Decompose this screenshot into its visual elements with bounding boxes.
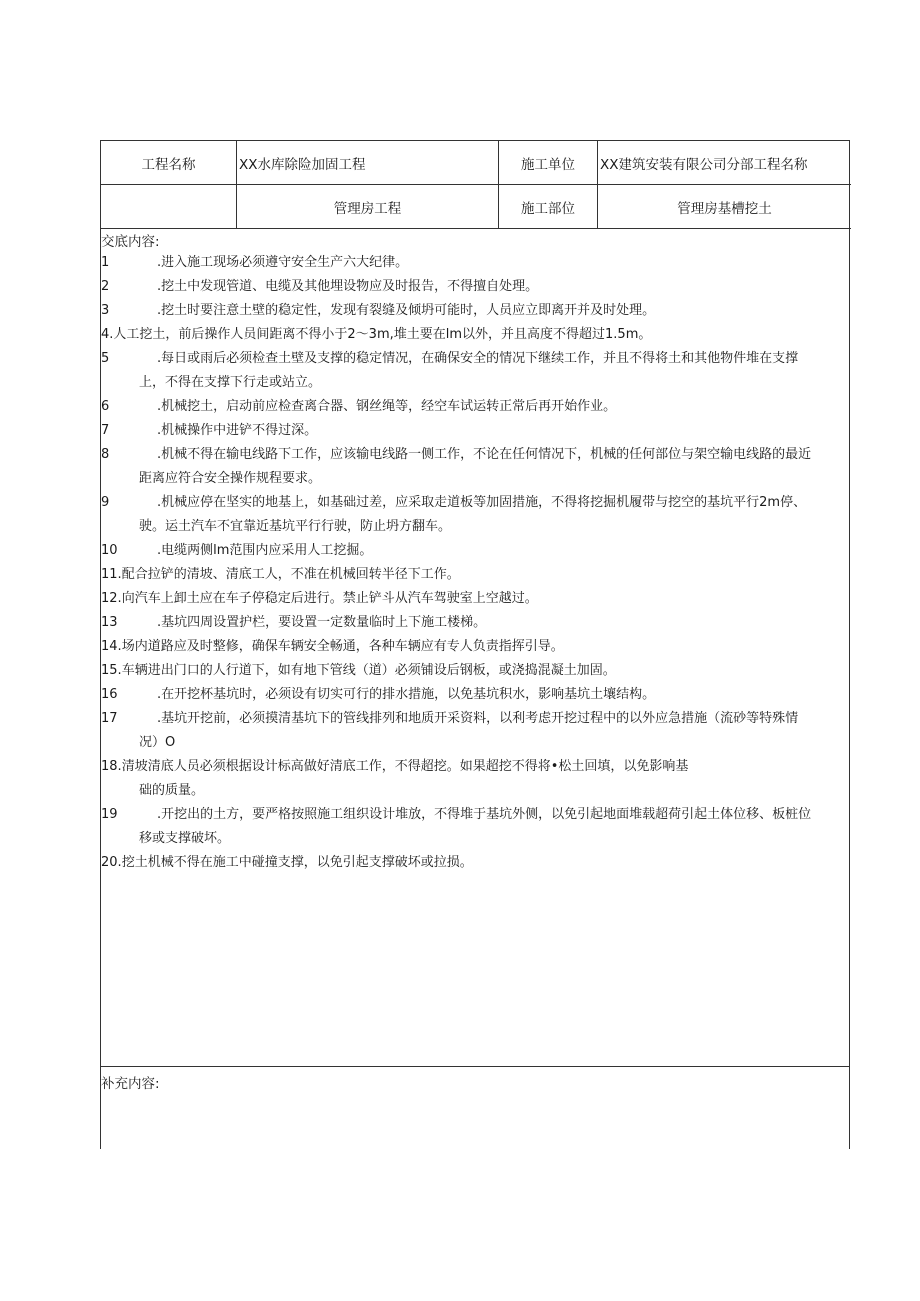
content-list <box>101 251 849 875</box>
list-item <box>101 563 849 587</box>
header-table <box>100 140 850 229</box>
list-item <box>101 395 849 419</box>
list-item <box>101 707 849 755</box>
construction-unit-label: 施工单位 <box>499 141 598 185</box>
project-name-value: XX水库除险加固工程 <box>237 141 499 185</box>
item-number: 3 <box>101 303 110 318</box>
disclosure-form <box>100 140 850 1149</box>
item-number: 12. <box>101 591 122 606</box>
item-text-continued: 况）O <box>139 735 176 750</box>
empty-cell <box>101 185 237 229</box>
list-item <box>101 275 849 299</box>
item-text: 向汽车上卸土应在车子停稳定后进行。禁止铲斗从汽车驾驶室上空越过。 <box>121 591 538 606</box>
list-item <box>101 323 849 347</box>
list-item <box>101 251 849 275</box>
list-item <box>101 683 849 707</box>
item-text-continued: 距离应符合安全操作规程要求。 <box>139 471 322 486</box>
item-text: 清坡清底人员必须根据设计标高做好清底工作，不得超挖。如果超挖不得将•松土回填，以免影响基 <box>121 759 689 774</box>
supplement-label: 补充内容: <box>101 1076 160 1092</box>
item-text: 场内道路应及时整修，确保车辆安全畅通，各种车辆应有专人负责指挥引导。 <box>121 639 564 654</box>
content-label: 交底内容: <box>101 234 160 250</box>
item-number: 18. <box>101 759 122 774</box>
item-number: 15. <box>101 663 122 678</box>
item-number: 14. <box>101 639 122 654</box>
list-item <box>101 587 849 611</box>
construction-part-label: 施工部位 <box>499 185 598 229</box>
item-text-continued: 移或支撑破坏。 <box>139 831 231 846</box>
item-text: .机械挖土，启动前应检查离合器、钢丝绳等，经空车试运转正常后再开始作业。 <box>157 399 617 414</box>
item-text: .在开挖杯基坑时，必须设有切实可行的排水措施，以免基坑积水，影响基坑土壤结构。 <box>157 687 656 702</box>
item-text: .挖土中发现管道、电缆及其他埋设物应及时报告，不得擅自处理。 <box>157 279 539 294</box>
subproject-value: 管理房工程 <box>237 185 499 229</box>
item-text: .开挖出的土方，要严格按照施工组织设计堆放，不得堆于基坑外侧，以免引起地面堆载超荷引起土体位移、板桩位 <box>157 807 812 822</box>
item-text: 配合拉铲的清坡、清底工人，不准在机械回转半径下工作。 <box>121 567 460 582</box>
item-text: 车辆进出门口的人行道下，如有地下管线（道）必须铺设后钢板，或浇捣混凝土加固。 <box>121 663 616 678</box>
item-text: .挖土时要注意土壁的稳定性，发现有裂缝及倾坍可能时，人员应立即离开并及时处理。 <box>157 303 656 318</box>
item-number: 16 <box>101 687 118 702</box>
list-item <box>101 755 849 803</box>
item-number: 11. <box>101 567 122 582</box>
construction-part-value: 管理房基槽挖土 <box>598 185 851 229</box>
item-text-continued: 础的质量。 <box>139 783 205 798</box>
item-text: .基坑四周设置护栏，要设置一定数量临时上下施工楼梯。 <box>157 615 487 630</box>
list-item <box>101 803 849 851</box>
item-number: 9 <box>101 495 110 510</box>
item-text: 人工挖土，前后操作人员间距离不得小于2～3m,堆土要在lm以外，并且高度不得超过1.5m。 <box>113 327 652 342</box>
item-number: 10 <box>101 543 118 558</box>
list-item <box>101 419 849 443</box>
item-text: .每日或雨后必须检查土壁及支撑的稳定情况，在确保安全的情况下继续工作，并且不得将土和其他物件堆在支撑 <box>157 351 799 366</box>
list-item <box>101 611 849 635</box>
project-name-label: 工程名称 <box>101 141 237 185</box>
item-number: 5 <box>101 351 110 366</box>
item-number: 8 <box>101 447 110 462</box>
list-item <box>101 347 849 395</box>
supplement-section <box>100 1067 850 1149</box>
item-number: 13 <box>101 615 118 630</box>
item-number: 4. <box>101 327 114 342</box>
list-item <box>101 299 849 323</box>
content-section <box>100 229 850 1067</box>
list-item <box>101 851 849 875</box>
item-text: 挖土机械不得在施工中碰撞支撑，以免引起支撑破坏或拉损。 <box>121 855 473 870</box>
item-number: 6 <box>101 399 110 414</box>
item-text-continued: 上，不得在支撑下行走或站立。 <box>139 375 322 390</box>
item-number: 1 <box>101 255 110 270</box>
item-text: .机械操作中进铲不得过深。 <box>157 423 318 438</box>
item-text: .机械不得在输电线路下工作，应该输电线路一侧工作，不论在任何情况下，机械的任何部位与架空输电线路的最近 <box>157 447 812 462</box>
item-text: .机械应停在坚实的地基上，如基础过差，应采取走道板等加固措施，不得将挖掘机履带与挖空的基坑平行2m停、 <box>157 495 807 510</box>
item-number: 7 <box>101 423 110 438</box>
item-number: 19 <box>101 807 118 822</box>
list-item <box>101 539 849 563</box>
item-number: 2 <box>101 279 110 294</box>
item-number: 17 <box>101 711 118 726</box>
construction-unit-value: XX建筑安装有限公司分部工程名称 <box>598 141 851 185</box>
item-text-continued: 驶。运土汽车不宜靠近基坑平行行驶，防止坍方翻车。 <box>139 519 452 534</box>
list-item <box>101 443 849 491</box>
list-item <box>101 635 849 659</box>
item-text: .电缆两侧lm范围内应采用人工挖掘。 <box>157 543 373 558</box>
list-item <box>101 491 849 539</box>
item-text: .进入施工现场必须遵守安全生产六大纪律。 <box>157 255 409 270</box>
item-number: 20. <box>101 855 122 870</box>
item-text: .基坑开挖前，必须摸清基坑下的管线排列和地质开采资料，以利考虑开挖过程中的以外应急措施（流砂等特殊情 <box>157 711 799 726</box>
list-item <box>101 659 849 683</box>
